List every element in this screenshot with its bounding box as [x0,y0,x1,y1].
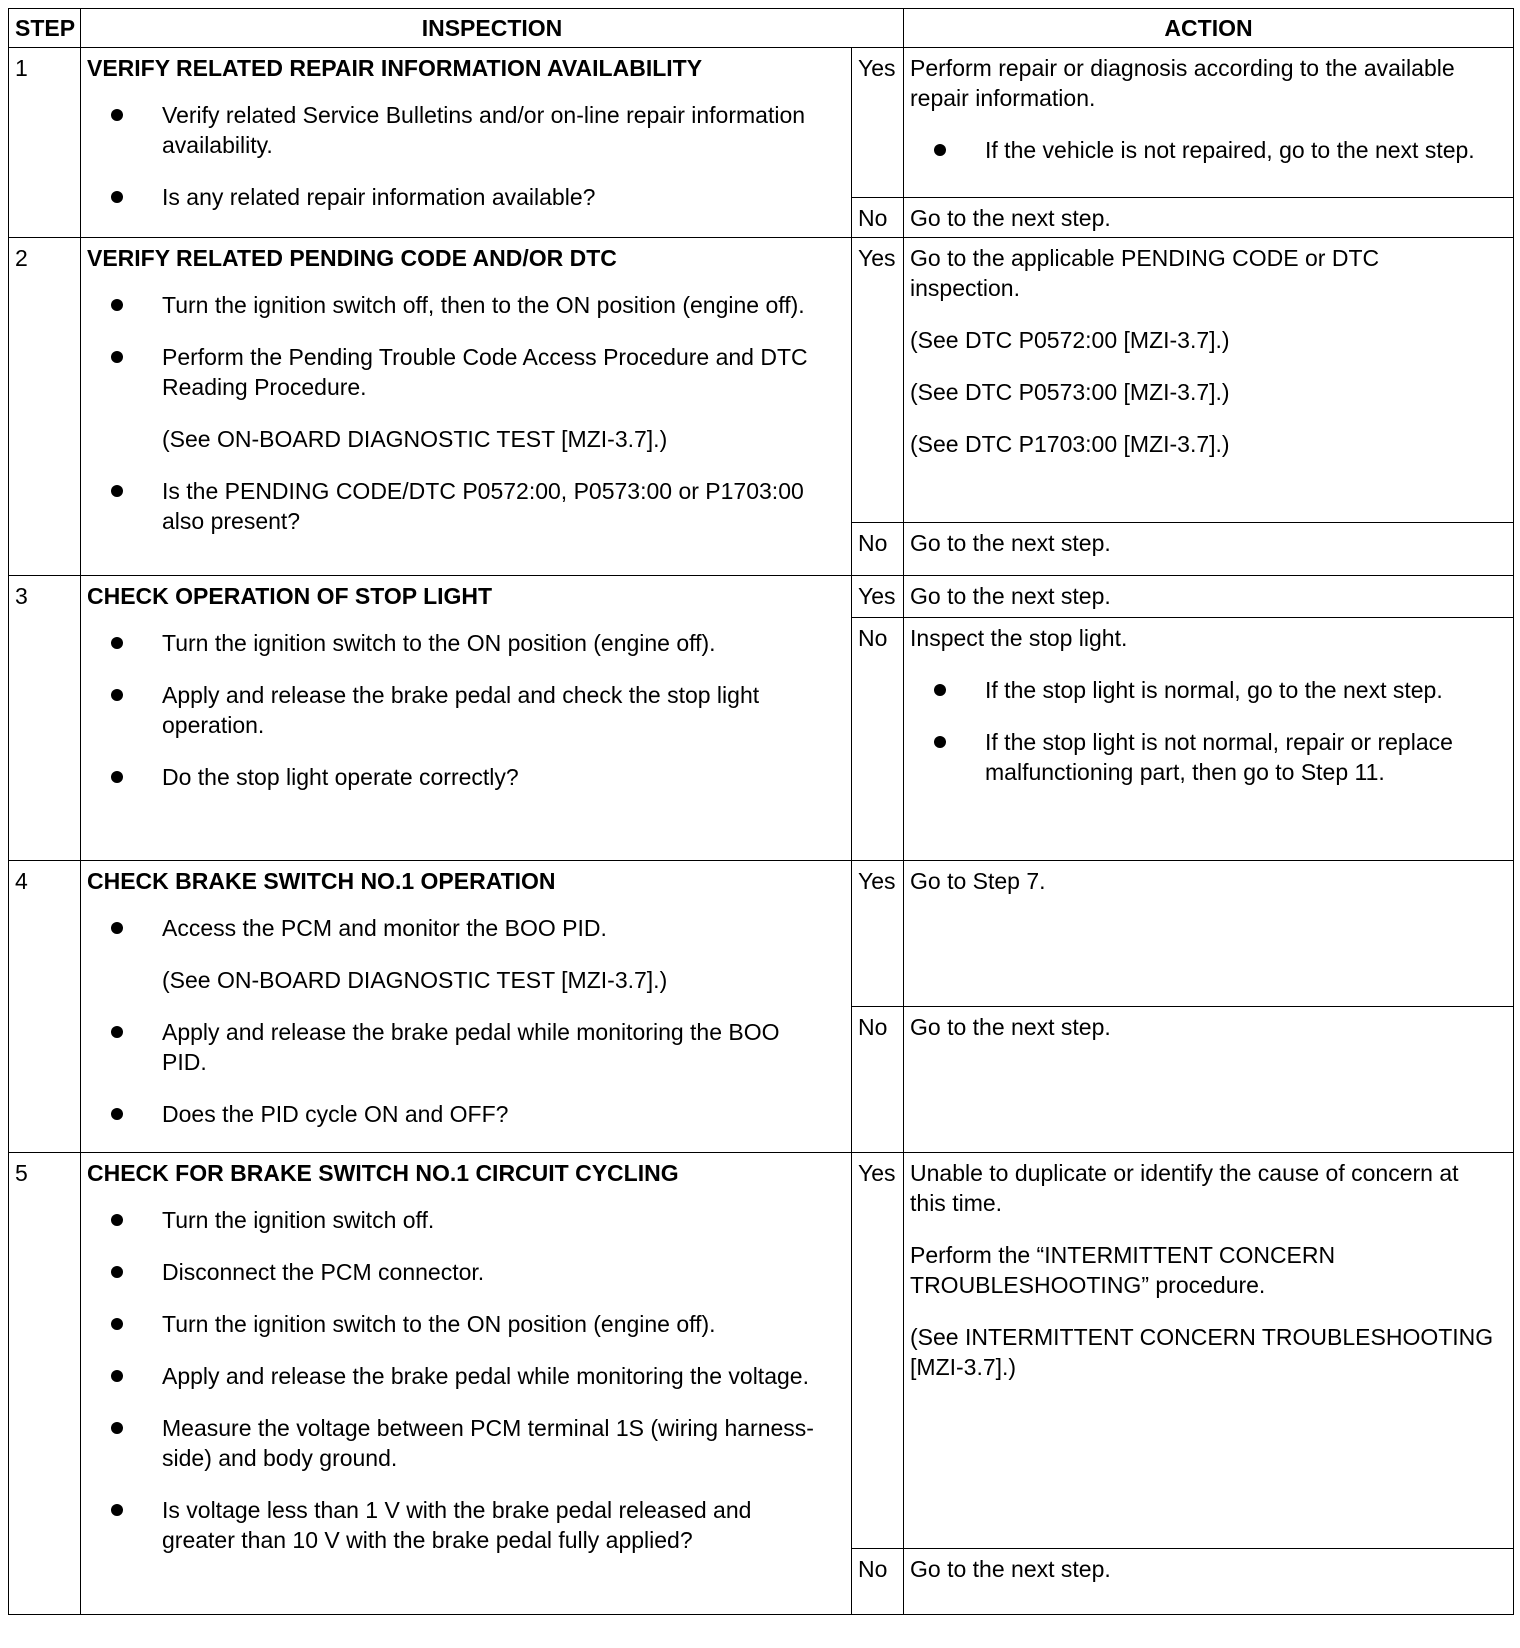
no-action-cell: Go to the next step. [904,1007,1514,1153]
inspection-bullet: Apply and release the brake pedal while monitoring the BOO PID. [137,1017,845,1077]
inspection-bullet: Access the PCM and monitor the BOO PID. [137,913,845,943]
inspection-bullets [87,476,845,536]
step-1-yes-row [9,48,1514,198]
action-text: Inspect the stop light. [910,625,1128,651]
inspection-bullet: Is any related repair information available? [137,182,845,212]
step-number: 5 [9,1153,81,1615]
yes-action-cell [904,48,1514,198]
step-title: VERIFY RELATED REPAIR INFORMATION AVAILABILITY [87,55,703,81]
diagnostic-table [8,8,1514,1615]
yes-label: Yes [852,1153,904,1549]
inspection-bullet: Disconnect the PCM connector. [137,1257,845,1287]
yes-action-cell: Go to the next step. [904,576,1514,618]
yes-label: Yes [852,238,904,523]
step-number: 3 [9,576,81,861]
inspection-bullet: Do the stop light operate correctly? [137,762,845,792]
inspection-column-header: INSPECTION [81,9,904,48]
no-label: No [852,198,904,238]
step-number: 2 [9,238,81,576]
inspection-bullet: Apply and release the brake pedal while monitoring the voltage. [137,1361,845,1391]
inspection-bullet: Apply and release the brake pedal and check the stop light operation. [137,680,845,740]
yes-action-cell [904,1153,1514,1549]
yes-label: Yes [852,576,904,618]
inspection-bullet: Does the PID cycle ON and OFF? [137,1099,845,1129]
inspection-bullet: Measure the voltage between PCM terminal 1S (wiring harness-side) and body ground. [137,1413,845,1473]
inspection-cell [81,576,852,861]
action-bullets [910,675,1507,787]
inspection-bullet: Turn the ignition switch off, then to the ON position (engine off). [137,290,845,320]
inspection-cell [81,238,852,576]
inspection-cell [81,861,852,1153]
inspection-bullets [87,628,845,792]
action-bullet: If the stop light is not normal, repair or replace malfunctioning part, then go to Step 11. [960,727,1507,787]
inspection-bullet: Is the PENDING CODE/DTC P0572:00, P0573:00 or P1703:00 also present? [137,476,845,536]
action-text: Unable to duplicate or identify the cause of concern at this time. [910,1160,1459,1216]
no-label: No [852,1549,904,1615]
inspection-bullet: Turn the ignition switch off. [137,1205,845,1235]
step-column-header: STEP [9,9,81,48]
step-3-yes-row [9,576,1514,618]
action-reference: (See DTC P1703:00 [MZI-3.7].) [910,431,1230,457]
inspection-bullet: Verify related Service Bulletins and/or on-line repair information availability. [137,100,845,160]
action-bullet: If the stop light is normal, go to the next step. [960,675,1507,705]
yes-label: Yes [852,48,904,198]
action-reference: (See DTC P0572:00 [MZI-3.7].) [910,327,1230,353]
header-row [9,9,1514,48]
action-column-header: ACTION [904,9,1514,48]
inspection-bullets [87,290,845,402]
inspection-bullets [87,1205,845,1555]
step-5-yes-row [9,1153,1514,1549]
no-action-cell: Go to the next step. [904,523,1514,576]
no-action-cell: Go to the next step. [904,198,1514,238]
no-label: No [852,1007,904,1153]
yes-action-cell [904,238,1514,523]
no-label: No [852,618,904,861]
yes-action-cell: Go to Step 7. [904,861,1514,1007]
action-reference: (See DTC P0573:00 [MZI-3.7].) [910,379,1230,405]
inspection-cell [81,1153,852,1615]
action-reference: (See INTERMITTENT CONCERN TROUBLESHOOTING [MZI-3.7].) [910,1324,1494,1380]
action-text: Perform repair or diagnosis according to the available repair information. [910,55,1455,111]
no-action-cell: Go to the next step. [904,1549,1514,1615]
action-bullet: If the vehicle is not repaired, go to the next step. [960,135,1507,165]
yes-label: Yes [852,861,904,1007]
step-4-yes-row [9,861,1514,1007]
action-bullets [910,135,1507,165]
step-title: VERIFY RELATED PENDING CODE AND/OR DTC [87,245,617,271]
step-title: CHECK OPERATION OF STOP LIGHT [87,583,493,609]
inspection-bullets [87,1017,845,1129]
step-title: CHECK BRAKE SWITCH NO.1 OPERATION [87,868,556,894]
step-number: 1 [9,48,81,238]
inspection-bullet: Is voltage less than 1 V with the brake pedal released and greater than 10 V with the brake pedal fully applied? [137,1495,845,1555]
action-text: Go to the applicable PENDING CODE or DTC inspection. [910,245,1380,301]
inspection-cell [81,48,852,238]
step-2-yes-row [9,238,1514,523]
inspection-bullets [87,913,845,943]
inspection-bullet: Perform the Pending Trouble Code Access Procedure and DTC Reading Procedure. [137,342,845,402]
step-number: 4 [9,861,81,1153]
step-title: CHECK FOR BRAKE SWITCH NO.1 CIRCUIT CYCLING [87,1160,679,1186]
reference-text: (See ON-BOARD DIAGNOSTIC TEST [MZI-3.7].) [162,967,668,993]
no-action-cell [904,618,1514,861]
inspection-bullets [87,100,845,212]
no-label: No [852,523,904,576]
reference-text: (See ON-BOARD DIAGNOSTIC TEST [MZI-3.7].) [162,426,668,452]
inspection-bullet: Turn the ignition switch to the ON position (engine off). [137,1309,845,1339]
diagnostic-page [8,8,1514,1615]
inspection-bullet: Turn the ignition switch to the ON position (engine off). [137,628,845,658]
action-text: Perform the “INTERMITTENT CONCERN TROUBLESHOOTING” procedure. [910,1242,1336,1298]
